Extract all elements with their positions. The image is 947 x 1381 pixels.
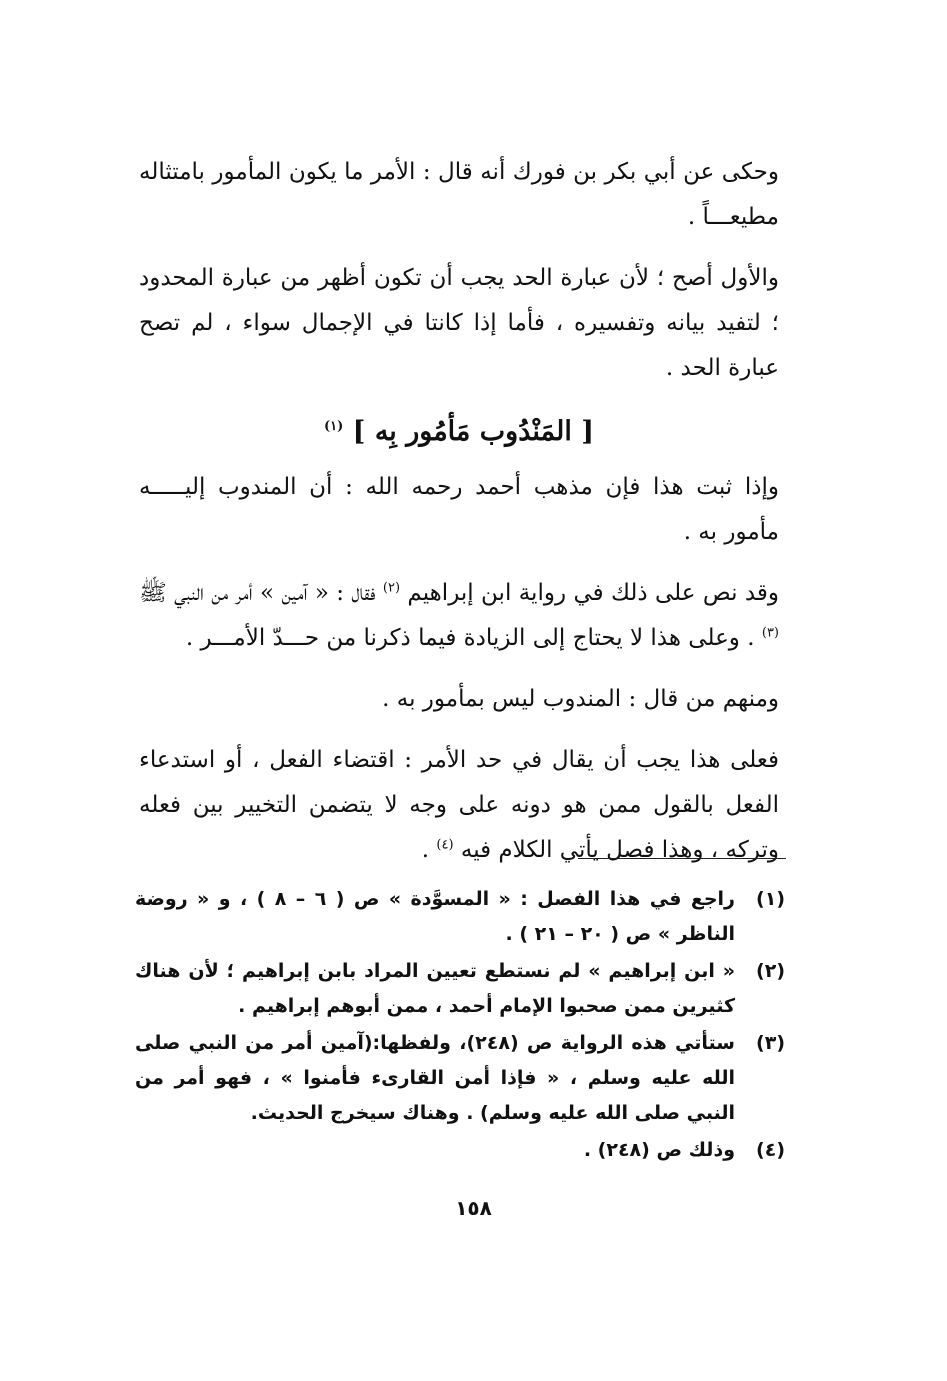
section-heading-text: [ المَنْدُوب مَأمُور بِه ]	[352, 416, 595, 447]
main-text	[139, 150, 779, 889]
section-heading	[139, 407, 779, 457]
paragraph-3	[139, 465, 779, 555]
footnote-text: ستأتي هذه الرواية ص (٢٤٨)، ولفظها:(آمين أمر من النبي صلى الله عليه وسلم ، « فإذا أمن القارىء فأمنوا » ، فهو أمر من النبي صلى الله عليه وسلم) . وهناك سيخرج الحديث.	[135, 1032, 735, 1124]
footnote-item	[135, 954, 785, 1024]
paragraph-4	[139, 571, 779, 661]
footnote-number: (٢)	[756, 960, 785, 982]
footnote-item	[135, 1026, 785, 1131]
paragraph-5-text: ومنهم من قال : المندوب ليس بمأمور به .	[382, 686, 779, 712]
page-number: ١٥٨	[455, 1196, 492, 1220]
paragraph-6-text-a: فعلى هذا يجب أن يقال في حد الأمر : اقتضاء الفعل ، أو استدعاء الفعل بالقول ممن هو دونه على وجه لا يتضمن التخيير بين فعله وتركه ، وهذا فصل يأتي الكلام فيه	[139, 747, 779, 863]
footnotes	[135, 882, 785, 1170]
paragraph-4-text-c: . وعلى هذا لا يحتاج إلى الزيادة فيما ذكرنا من حـــدّ الأمـــر .	[185, 625, 755, 651]
footnote-number: (٤)	[756, 1139, 785, 1161]
paragraph-6	[139, 738, 779, 873]
footnote-item	[135, 882, 785, 952]
footnote-ref-2: (٢)	[382, 580, 401, 596]
paragraph-3-text: وإذا ثبت هذا فإن مذهب أحمد رحمه الله : أن المندوب إليـــــه مأمور به .	[139, 474, 779, 545]
paragraph-1-text: وحكى عن أبي بكر بن فورك أنه قال : الأمر ما يكون المأمور بامتثاله مطيعـــاً .	[139, 159, 779, 230]
footnote-text: وذلك ص (٢٤٨) .	[583, 1139, 735, 1161]
paragraph-2	[139, 256, 779, 391]
footnote-ref-1: (١)	[323, 419, 344, 434]
footnote-divider	[578, 858, 786, 859]
footnote-text: راجع في هذا الفصل : « المسوَّدة » ص ( ٦ – ٨ ) ، و « روضة الناظر » ص ( ٢٠ – ٢١ ) .	[135, 888, 735, 945]
footnote-text: « ابن إبراهيم » لم نستطع تعيين المراد بابن إبراهيم ؛ لأن هناك كثيرين ممن صحبوا الإمام أحمد ، ممن أبوهم إبراهيم .	[135, 960, 735, 1017]
paragraph-4-text-a: وقد نص على ذلك في رواية ابن إبراهيم	[407, 580, 780, 606]
paragraph-2-text: والأول أصح ؛ لأن عبارة الحد يجب أن تكون أظهر من عبارة المحدود ؛ لتفيد بيانه وتفسيره ، فأما إذا كانتا في الإجمال سواء ، لم تصح عبارة الحد .	[139, 265, 779, 381]
footnote-ref-4: (٤)	[436, 837, 454, 853]
footnote-ref-3: (٣)	[761, 625, 779, 641]
paragraph-6-text-b: .	[421, 837, 430, 863]
footnote-item	[135, 1133, 785, 1168]
paragraph-4-text-b: فقال : « آمين » أمر من النبي ﷺ	[139, 580, 376, 606]
paragraph-1	[139, 150, 779, 240]
footnote-number: (١)	[756, 888, 785, 910]
paragraph-5	[139, 677, 779, 722]
footnote-number: (٣)	[756, 1032, 785, 1054]
